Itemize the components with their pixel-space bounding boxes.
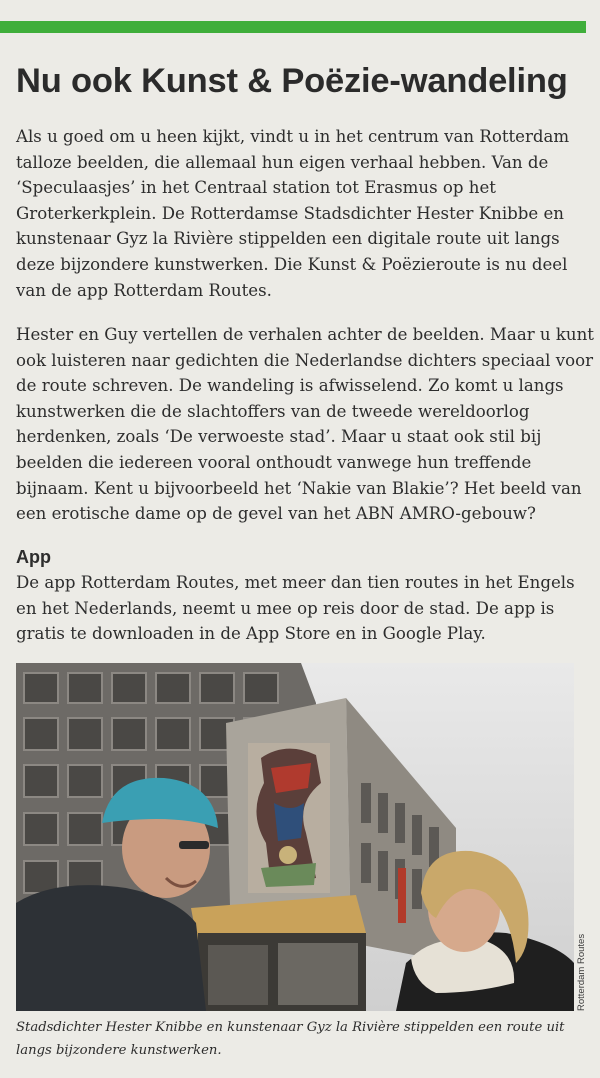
- paragraph-app: De app Rotterdam Routes, met meer dan tien routes in het Engels en het Nederlands, neemt u mee op reis door de stad. De app is gratis te downloaden in de App Store en in Google Play.: [16, 573, 575, 644]
- mural: [248, 743, 330, 893]
- photo-credit: Rotterdam Routes: [576, 933, 587, 1011]
- article-photo: [16, 663, 574, 1011]
- article-title: Nu ook Kunst & Poëzie-wandeling: [16, 62, 568, 100]
- photo-illustration: [16, 663, 574, 1011]
- photo-caption: Stadsdichter Hester Knibbe en kunstenaar Gyz la Rivière stippelden een route uit langs bijzondere kunstwerken.: [16, 1020, 565, 1058]
- paragraph-stories: Hester en Guy vertellen de verhalen achter de beelden. Maar u kunt ook luisteren naar gedichten die Nederlandse dichters speciaal voor de route schreven. De wandeling is afwisselend. Zo komt u langs kunstwerken die de slachtoffers van de tweede wereldoorlog herdenken, zoals ‘De verwoeste stad’. Maar u staat ook stil bij beelden die iedereen vooral onthoudt vanwege hun treffende bijnaam. Kent u bijvoorbeeld het ‘Nakie van Blakie’? Het beeld van een erotische dame op de gevel van het ABN AMRO-gebouw?: [16, 325, 594, 524]
- green-accent-bar: [0, 21, 586, 33]
- paragraph-intro: Als u goed om u heen kijkt, vindt u in het centrum van Rotterdam talloze beelden, die allemaal hun eigen verhaal hebben. Van de ‘Speculaasjes’ in het Centraal station tot Erasmus op het Groterkerkplein. De Rotterdamse Stadsdichter Hester Knibbe en kunstenaar Gyz la Rivière stippelden een digitale route uit langs deze bijzondere kunstwerken. Die Kunst & Poëzieroute is nu deel van de app Rotterdam Routes.: [16, 127, 570, 300]
- subheading-app: App: [16, 547, 51, 567]
